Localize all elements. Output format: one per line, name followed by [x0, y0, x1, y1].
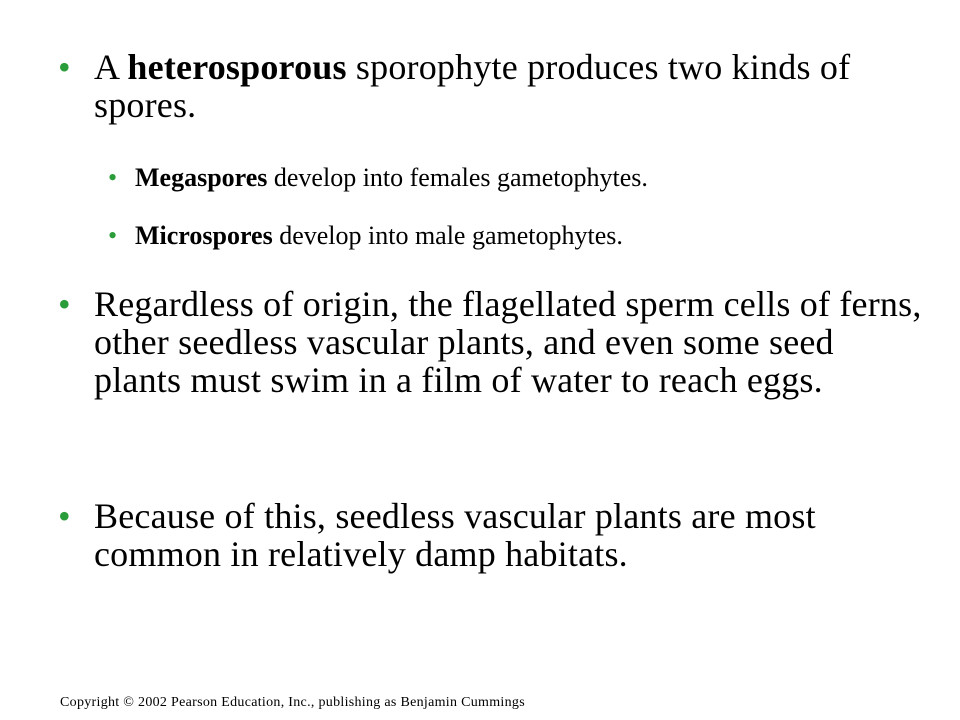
bullet-dot: •	[108, 221, 118, 250]
bullet-text: Regardless of origin, the flagellated sperm cells of ferns, other seedless vascular plants, and even some seed plants must swim in a film of water to reach eggs.	[94, 284, 922, 400]
bullet-text	[135, 163, 648, 193]
copyright-notice: Copyright © 2002 Pearson Education, Inc., publishing as Benjamin Cummings	[60, 695, 525, 710]
bullet-prefix: A	[94, 47, 128, 87]
term-megaspores: Megaspores	[135, 163, 268, 192]
bullet-dot: •	[108, 163, 118, 192]
bullet-text	[135, 221, 623, 251]
bullet-text: Because of this, seedless vascular plants are most common in relatively damp habitats.	[94, 496, 816, 574]
subbullet-microspores	[108, 221, 908, 251]
bullet-suffix: develop into females gametophytes.	[267, 163, 648, 192]
bullet-suffix: sporophyte produces two kinds of spores.	[94, 47, 851, 125]
bullet-dot: •	[58, 284, 71, 324]
term-heterosporous: heterosporous	[127, 47, 347, 87]
bullet-because-of-this	[58, 497, 918, 573]
subbullet-megaspores	[108, 163, 908, 193]
term-microspores: Microspores	[135, 221, 273, 250]
bullet-heterosporous	[58, 48, 898, 124]
bullet-dot: •	[58, 496, 71, 536]
bullet-text	[94, 48, 898, 124]
bullet-regardless-of-origin	[58, 285, 928, 399]
bullet-dot: •	[58, 47, 71, 87]
bullet-suffix: develop into male gametophytes.	[272, 221, 623, 250]
